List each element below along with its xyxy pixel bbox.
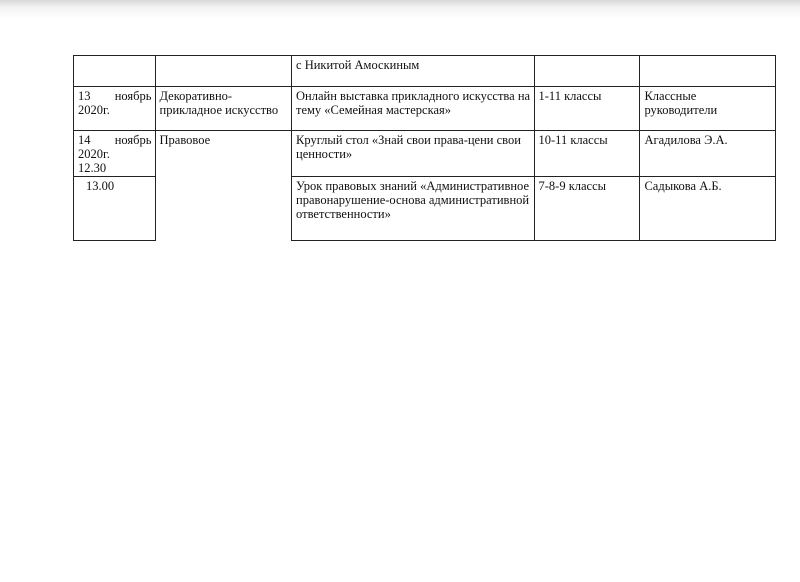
event-cell: Онлайн выставка прикладного искусства на тему «Семейная мастерская» [292,87,534,131]
responsible-cell: Садыкова А.Б. [640,177,776,241]
date-time: 13.00 [86,179,115,193]
date-year: 2020г. [78,103,110,117]
scan-shadow [0,0,800,18]
date-day-month [78,89,152,103]
responsible-cell: Классные руководители [640,87,776,131]
participants-cell [534,56,640,87]
date-cell [74,87,156,131]
date-cell [74,131,156,177]
date-cell [74,56,156,87]
participants-cell: 10-11 классы [534,131,640,177]
table-row [74,56,776,87]
date-month: ноябрь [114,133,152,147]
events-table [73,55,776,241]
direction-cell: Правовое [155,131,292,241]
event-cell: Урок правовых знаний «Административное правонарушение-основа административной ответственности» [292,177,534,241]
table-row [74,131,776,177]
date-day-month [78,133,152,147]
direction-cell: Декоративно-прикладное искусство [155,87,292,131]
date-cell [74,177,156,241]
responsible-cell [640,56,776,87]
date-day: 14 [78,133,91,147]
date-day: 13 [78,89,91,103]
date-time: 12.30 [78,161,107,175]
event-cell: Круглый стол «Знай свои права-цени свои ценности» [292,131,534,177]
date-month: ноябрь [114,89,152,103]
participants-cell: 1-11 классы [534,87,640,131]
table-row [74,87,776,131]
participants-cell: 7-8-9 классы [534,177,640,241]
date-year: 2020г. [78,147,110,161]
responsible-cell: Агадилова Э.А. [640,131,776,177]
direction-cell [155,56,292,87]
event-cell: с Никитой Амоскиным [292,56,534,87]
